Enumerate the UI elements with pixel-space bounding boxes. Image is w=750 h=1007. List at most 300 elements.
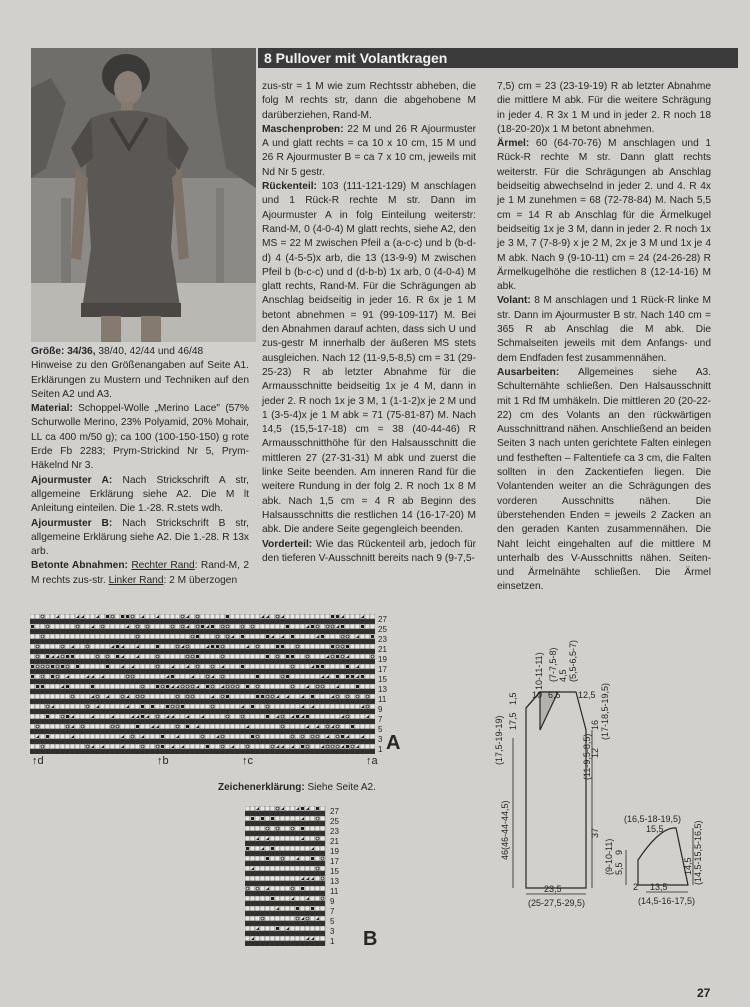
- chart-cell: [270, 729, 275, 734]
- chart-cell: [85, 749, 90, 754]
- chart-cell: [270, 659, 275, 664]
- chart-cell: [355, 614, 360, 619]
- chart-cell: [300, 871, 305, 876]
- row-number: 27: [330, 807, 339, 816]
- chart-cell: [245, 901, 250, 906]
- chart-cell: [215, 694, 220, 699]
- chart-cell: [55, 724, 60, 729]
- chart-cell: [95, 674, 100, 679]
- chart-cell: [280, 851, 285, 856]
- chart-cell: [130, 739, 135, 744]
- chart-cell: [90, 724, 95, 729]
- chart-cell: [220, 699, 225, 704]
- chart-cell: [250, 694, 255, 699]
- chart-cell: [250, 886, 255, 891]
- chart-cell: [190, 734, 195, 739]
- chart-cell: [265, 644, 270, 649]
- chart-cell: [245, 704, 250, 709]
- chart-cell: [200, 704, 205, 709]
- chart-cell: [305, 941, 310, 946]
- chart-cell: [285, 679, 290, 684]
- chart-cell: [255, 739, 260, 744]
- chart-cell: [225, 659, 230, 664]
- chart-cell: [110, 689, 115, 694]
- chart-cell: [165, 624, 170, 629]
- chart-cell: [240, 679, 245, 684]
- chart-cell: [55, 734, 60, 739]
- chart-cell: [165, 699, 170, 704]
- chart-cell: [210, 709, 215, 714]
- chart-cell: [275, 634, 280, 639]
- chart-cell: [285, 724, 290, 729]
- chart-cell: [140, 654, 145, 659]
- chart-cell: [300, 724, 305, 729]
- chart-cell: [315, 689, 320, 694]
- dim-width-b: (25-27,5-29,5): [528, 898, 586, 908]
- chart-cell: [265, 734, 270, 739]
- chart-cell: [320, 806, 325, 811]
- chart-cell: [160, 694, 165, 699]
- chart-cell: [245, 669, 250, 674]
- chart-cell: [305, 634, 310, 639]
- chart-cell: [210, 739, 215, 744]
- chart-cell: [160, 639, 165, 644]
- chart-cell: [300, 841, 305, 846]
- chart-cell: [305, 886, 310, 891]
- chart-cell: [210, 639, 215, 644]
- chart-cell: [295, 811, 300, 816]
- volant-text: 8 M anschlagen und 1 Rück-R linke M str. Dann im Ajourmuster B str. Nach 140 cm = 365 R ab Anschlag die M abk. Die Schmalseiten jeweils mit dem Anfangs- und dem Endfaden fest zusammennähen.: [497, 295, 711, 364]
- chart-cell: [120, 659, 125, 664]
- chart-cell: [290, 821, 295, 826]
- chart-cell: [70, 739, 75, 744]
- chart-cell: [295, 744, 300, 749]
- chart-cell: [70, 659, 75, 664]
- filled-stitch-symbol: [281, 645, 284, 648]
- chart-cell: [170, 639, 175, 644]
- filled-stitch-symbol: [251, 735, 254, 738]
- arrow-d-label: d: [37, 755, 44, 767]
- chart-cell: [155, 629, 160, 634]
- chart-cell: [80, 624, 85, 629]
- chart-cell: [315, 659, 320, 664]
- chart-cell: [85, 684, 90, 689]
- chart-cell: [230, 624, 235, 629]
- chart-cell: [290, 659, 295, 664]
- chart-cell: [160, 724, 165, 729]
- chart-cell: [95, 624, 100, 629]
- chart-cell: [65, 644, 70, 649]
- chart-cell: [305, 931, 310, 936]
- model-photo-graphic: [31, 48, 256, 342]
- chart-cell: [45, 724, 50, 729]
- chart-cell: [270, 931, 275, 936]
- chart-cell: [50, 739, 55, 744]
- chart-cell: [140, 644, 145, 649]
- chart-cell: [225, 644, 230, 649]
- chart-cell: [95, 729, 100, 734]
- chart-cell: [45, 659, 50, 664]
- chart-cell: [140, 639, 145, 644]
- chart-cell: [105, 649, 110, 654]
- chart-cell: [85, 689, 90, 694]
- chart-cell: [365, 699, 370, 704]
- chart-cell: [190, 749, 195, 754]
- chart-cell: [265, 936, 270, 941]
- chart-cell: [200, 739, 205, 744]
- chart-cell: [355, 649, 360, 654]
- chart-cell: [370, 709, 375, 714]
- chart-cell: [30, 629, 35, 634]
- chart-cell: [265, 669, 270, 674]
- filled-stitch-symbol: [166, 685, 169, 688]
- filled-stitch-symbol: [261, 817, 264, 820]
- chart-cell: [155, 689, 160, 694]
- chart-cell: [225, 649, 230, 654]
- chart-cell: [210, 614, 215, 619]
- chart-cell: [350, 719, 355, 724]
- text-column-1: [31, 345, 249, 588]
- chart-cell: [115, 684, 120, 689]
- chart-cell: [300, 689, 305, 694]
- chart-cell: [310, 851, 315, 856]
- chart-cell: [250, 614, 255, 619]
- chart-cell: [100, 719, 105, 724]
- chart-cell: [240, 689, 245, 694]
- chart-cell: [30, 709, 35, 714]
- chart-cell: [280, 911, 285, 916]
- chart-cell: [305, 749, 310, 754]
- chart-cell: [155, 729, 160, 734]
- filled-stitch-symbol: [351, 725, 354, 728]
- chart-cell: [295, 679, 300, 684]
- chart-cell: [145, 709, 150, 714]
- chart-cell: [30, 689, 35, 694]
- chart-cell: [120, 724, 125, 729]
- chart-cell: [35, 709, 40, 714]
- chart-cell: [45, 744, 50, 749]
- chart-cell: [55, 704, 60, 709]
- chart-cell: [265, 806, 270, 811]
- row-number: 13: [378, 685, 387, 694]
- chart-cell: [265, 831, 270, 836]
- chart-cell: [295, 674, 300, 679]
- chart-cell: [280, 811, 285, 816]
- chart-cell: [360, 744, 365, 749]
- chart-cell: [55, 729, 60, 734]
- chart-cell: [325, 664, 330, 669]
- chart-cell: [305, 674, 310, 679]
- chart-cell: [255, 699, 260, 704]
- chart-cell: [195, 744, 200, 749]
- filled-stitch-symbol: [301, 745, 304, 748]
- chart-cell: [335, 739, 340, 744]
- chart-cell: [95, 659, 100, 664]
- chart-cell: [250, 679, 255, 684]
- chart-cell: [115, 714, 120, 719]
- chart-cell: [365, 614, 370, 619]
- chart-cell: [270, 856, 275, 861]
- chart-cell: [330, 709, 335, 714]
- chart-cell: [360, 684, 365, 689]
- chart-cell: [65, 749, 70, 754]
- chart-cell: [340, 619, 345, 624]
- text-column-3: [497, 80, 711, 595]
- chart-cell: [310, 689, 315, 694]
- chart-cell: [295, 816, 300, 821]
- chart-cell: [110, 629, 115, 634]
- chart-cell: [315, 649, 320, 654]
- chart-cell: [105, 644, 110, 649]
- chart-cell: [260, 901, 265, 906]
- chart-cell: [345, 659, 350, 664]
- chart-cell: [275, 689, 280, 694]
- chart-cell: [185, 734, 190, 739]
- chart-cell: [65, 709, 70, 714]
- chart-cell: [130, 699, 135, 704]
- chart-cell: [135, 734, 140, 739]
- chart-cell: [65, 639, 70, 644]
- chart-cell: [310, 644, 315, 649]
- chart-cell: [260, 856, 265, 861]
- chart-cell: [315, 921, 320, 926]
- chart-cell: [75, 734, 80, 739]
- chart-cell: [130, 679, 135, 684]
- chart-cell: [245, 916, 250, 921]
- filled-stitch-symbol: [196, 635, 199, 638]
- chart-cell: [195, 674, 200, 679]
- chart-cell: [55, 634, 60, 639]
- chart-cell: [145, 614, 150, 619]
- chart-cell: [55, 669, 60, 674]
- chart-cell: [245, 639, 250, 644]
- chart-cell: [285, 816, 290, 821]
- chart-cell: [115, 674, 120, 679]
- chart-cell: [270, 851, 275, 856]
- chart-cell: [150, 659, 155, 664]
- chart-cell: [300, 811, 305, 816]
- chart-cell: [310, 669, 315, 674]
- chart-cell: [290, 911, 295, 916]
- chart-cell: [270, 886, 275, 891]
- chart-cell: [30, 724, 35, 729]
- chart-cell: [160, 669, 165, 674]
- chart-cell: [90, 654, 95, 659]
- chart-cell: [80, 619, 85, 624]
- chart-cell: [110, 669, 115, 674]
- chart-cell: [245, 806, 250, 811]
- chart-cell: [265, 911, 270, 916]
- chart-cell: [275, 911, 280, 916]
- chart-cell: [200, 634, 205, 639]
- chart-cell: [155, 639, 160, 644]
- chart-cell: [305, 921, 310, 926]
- chart-cell: [340, 669, 345, 674]
- chart-cell: [80, 714, 85, 719]
- chart-cell: [345, 679, 350, 684]
- chart-cell: [65, 719, 70, 724]
- chart-cell: [75, 739, 80, 744]
- chart-cell: [315, 936, 320, 941]
- chart-cell: [275, 664, 280, 669]
- chart-cell: [365, 709, 370, 714]
- chart-cell: [200, 694, 205, 699]
- chart-cell: [270, 714, 275, 719]
- chart-cell: [360, 749, 365, 754]
- chart-cell: [265, 679, 270, 684]
- chart-cell: [240, 694, 245, 699]
- chart-cell: [355, 729, 360, 734]
- chart-cell: [150, 669, 155, 674]
- chart-cell: [230, 699, 235, 704]
- chart-cell: [100, 704, 105, 709]
- chart-cell: [255, 911, 260, 916]
- chart-cell: [150, 679, 155, 684]
- row-number: 17: [330, 857, 339, 866]
- chart-cell: [280, 649, 285, 654]
- chart-cell: [315, 629, 320, 634]
- chart-cell: [275, 649, 280, 654]
- filled-stitch-symbol: [306, 715, 309, 718]
- chart-cell: [175, 654, 180, 659]
- chart-cell: [195, 669, 200, 674]
- chart-cell: [260, 659, 265, 664]
- chart-cell: [215, 639, 220, 644]
- chart-cell: [305, 689, 310, 694]
- chart-cell: [255, 704, 260, 709]
- chart-cell: [75, 639, 80, 644]
- chart-cell: [185, 719, 190, 724]
- chart-cell: [225, 654, 230, 659]
- chart-cell: [255, 689, 260, 694]
- chart-cell: [360, 649, 365, 654]
- chart-cell: [70, 729, 75, 734]
- chart-cell: [370, 744, 375, 749]
- chart-cell: [230, 704, 235, 709]
- filled-stitch-symbol: [46, 735, 49, 738]
- chart-cell: [40, 629, 45, 634]
- chart-cell: [250, 709, 255, 714]
- chart-cell: [245, 614, 250, 619]
- chart-cell: [335, 679, 340, 684]
- filled-stitch-symbol: [286, 675, 289, 678]
- chart-cell: [290, 921, 295, 926]
- chart-cell: [105, 684, 110, 689]
- chart-cell: [320, 749, 325, 754]
- chart-cell: [135, 744, 140, 749]
- chart-cell: [100, 714, 105, 719]
- chart-cell: [225, 719, 230, 724]
- chart-cell: [335, 664, 340, 669]
- filled-stitch-symbol: [46, 715, 49, 718]
- chart-cell: [195, 659, 200, 664]
- chart-cell: [280, 689, 285, 694]
- chart-cell: [125, 719, 130, 724]
- chart-cell: [305, 679, 310, 684]
- chart-cell: [305, 699, 310, 704]
- chart-cell: [115, 624, 120, 629]
- chart-cell: [85, 694, 90, 699]
- chart-cell: [165, 639, 170, 644]
- chart-cell: [195, 639, 200, 644]
- chart-cell: [305, 614, 310, 619]
- chart-cell: [290, 811, 295, 816]
- chart-cell: [370, 714, 375, 719]
- chart-cell: [365, 749, 370, 754]
- row-number: 21: [330, 837, 339, 846]
- filled-stitch-symbol: [66, 655, 69, 658]
- chart-cell: [295, 734, 300, 739]
- chart-cell: [295, 669, 300, 674]
- chart-cell: [295, 846, 300, 851]
- chart-cell: [255, 871, 260, 876]
- chart-cell: [305, 739, 310, 744]
- chart-cell: [255, 826, 260, 831]
- chart-cell: [280, 881, 285, 886]
- volant-paragraph: [497, 294, 711, 365]
- chart-cell: [300, 941, 305, 946]
- model-photo: [31, 48, 256, 342]
- chart-cell: [180, 749, 185, 754]
- chart-cell: [340, 729, 345, 734]
- chart-cell: [165, 659, 170, 664]
- filled-stitch-symbol: [141, 705, 144, 708]
- chart-cell: [165, 709, 170, 714]
- chart-cell: [330, 649, 335, 654]
- chart-cell: [360, 699, 365, 704]
- chart-cell: [320, 841, 325, 846]
- chart-cell: [250, 629, 255, 634]
- chart-cell: [45, 679, 50, 684]
- filled-stitch-symbol: [291, 655, 294, 658]
- chart-cell: [40, 669, 45, 674]
- chart-cell: [270, 866, 275, 871]
- chart-cell: [285, 896, 290, 901]
- chart-cell: [160, 714, 165, 719]
- chart-cell: [155, 699, 160, 704]
- chart-cell: [300, 629, 305, 634]
- betonte-text-1: : Rand-M, 2 M rechts zus-str.: [31, 560, 249, 586]
- chart-cell: [305, 719, 310, 724]
- chart-cell: [150, 644, 155, 649]
- chart-cell: [310, 911, 315, 916]
- chart-cell: [235, 709, 240, 714]
- chart-cell: [260, 941, 265, 946]
- chart-cell: [120, 624, 125, 629]
- chart-cell: [170, 694, 175, 699]
- chart-cell: [170, 729, 175, 734]
- chart-cell: [115, 699, 120, 704]
- chart-cell: [160, 704, 165, 709]
- chart-cell: [300, 911, 305, 916]
- chart-cell: [215, 629, 220, 634]
- chart-cell: [105, 704, 110, 709]
- rechter-rand: Rechter Rand: [131, 560, 195, 572]
- chart-cell: [175, 639, 180, 644]
- chart-cell: [290, 709, 295, 714]
- chart-cell: [245, 831, 250, 836]
- chart-cell: [305, 644, 310, 649]
- chart-cell: [45, 699, 50, 704]
- chart-cell: [310, 901, 315, 906]
- chart-cell: [370, 679, 375, 684]
- chart-cell: [365, 664, 370, 669]
- chart-cell: [355, 654, 360, 659]
- chart-cell: [360, 739, 365, 744]
- chart-cell: [100, 649, 105, 654]
- chart-cell: [315, 744, 320, 749]
- chart-cell: [115, 709, 120, 714]
